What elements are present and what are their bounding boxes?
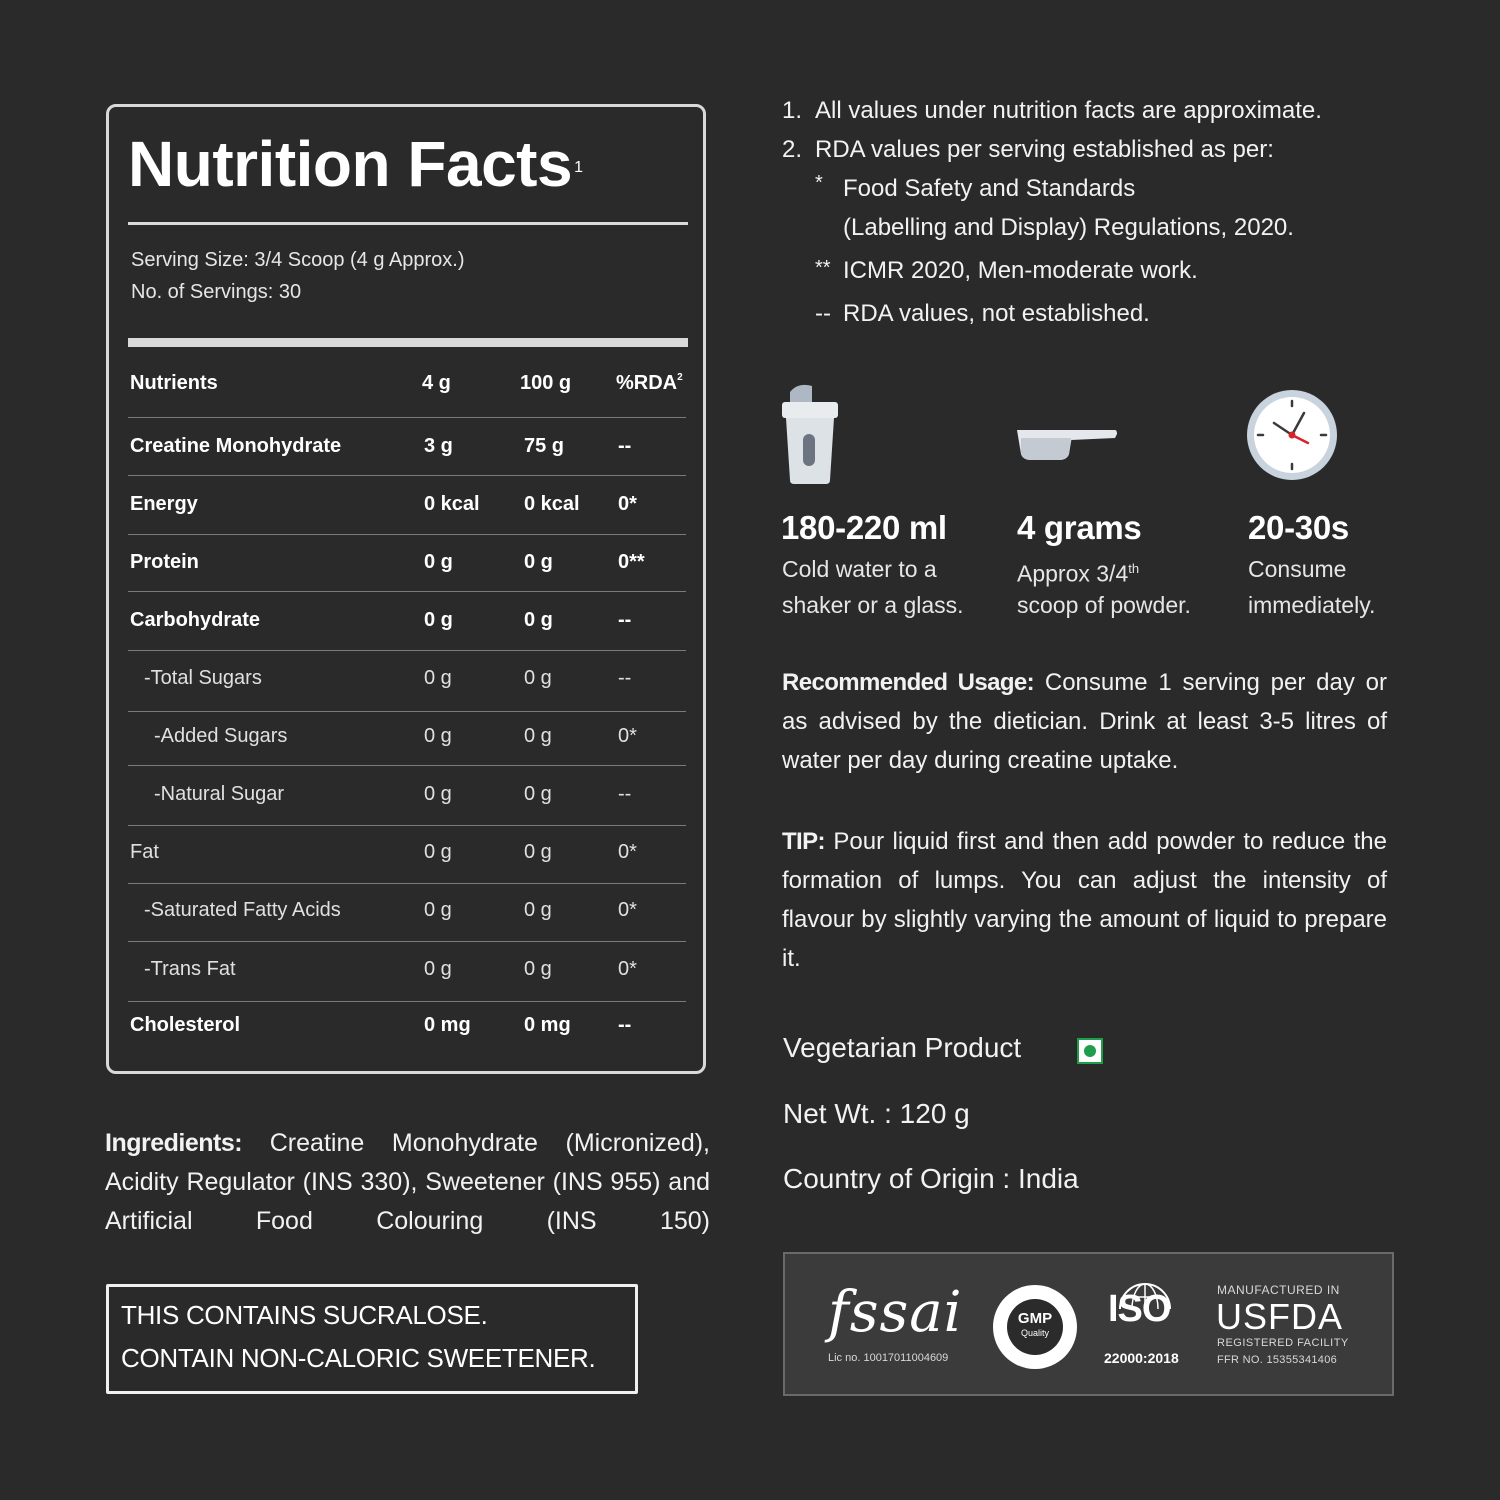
usfda-ffr-number: FFR NO. 15355341406 bbox=[1217, 1354, 1338, 1366]
value-rda: 0** bbox=[618, 551, 645, 573]
gmp-seal-center bbox=[1007, 1299, 1063, 1355]
veg-mark-icon bbox=[1077, 1038, 1103, 1064]
gmp-label: GMP bbox=[1017, 1310, 1053, 1327]
iso-logo: ISO bbox=[1108, 1288, 1171, 1330]
row-divider bbox=[128, 765, 686, 766]
header-rda: %RDA$^2$ bbox=[616, 372, 683, 394]
value-4g: 0 g bbox=[424, 551, 453, 573]
row-divider bbox=[128, 591, 686, 592]
value-4g: 0 kcal bbox=[424, 493, 480, 515]
nutrition-title: Nutrition Facts $^1$ bbox=[128, 128, 583, 200]
tip-text: TIP: Pour liquid first and then add powder to reduce the formation of lumps. You can adjust the intensity of flavour by slightly varying the amount of liquid to prepare it. bbox=[782, 828, 1387, 972]
header-100g: 100 g bbox=[520, 372, 572, 394]
iso-standard: 22000:2018 bbox=[1104, 1350, 1179, 1366]
nutrient-name: -Natural Sugar bbox=[154, 783, 285, 805]
recommended-usage: Recommended Usage: Consume 1 serving per day or as advised by the dietician. Drink at least 3-5 litres of water per day during creatine uptake. bbox=[782, 669, 1387, 774]
fssai-logo: fssai bbox=[828, 1280, 963, 1345]
value-4g: 0 g bbox=[424, 783, 452, 805]
value-100g: 75 g bbox=[524, 435, 565, 457]
water-amount: 180-220 ml bbox=[781, 509, 947, 546]
value-4g: 0 g bbox=[424, 667, 452, 689]
nutrient-name: Creatine Monohydrate bbox=[130, 435, 342, 457]
value-4g: 0 g bbox=[424, 958, 452, 980]
nutrient-name: -Saturated Fatty Acids bbox=[144, 899, 341, 921]
shaker-icon bbox=[778, 382, 842, 486]
row-divider bbox=[128, 711, 686, 712]
footnote-dash-mark: -- bbox=[815, 300, 831, 327]
header-4g: 4 g bbox=[422, 372, 451, 394]
value-rda: -- bbox=[618, 783, 632, 805]
value-rda: -- bbox=[618, 609, 632, 631]
time-line-2: immediately. bbox=[1248, 592, 1376, 618]
footnote-double-star: ICMR 2020, Men-moderate work. bbox=[843, 257, 1198, 284]
row-divider bbox=[128, 417, 686, 418]
title-divider bbox=[128, 222, 688, 225]
usfda-registered: REGISTERED FACILITY bbox=[1217, 1337, 1349, 1349]
value-4g: 0 g bbox=[424, 841, 452, 863]
value-100g: 0 kcal bbox=[524, 493, 580, 515]
usfda-manufactured-in: MANUFACTURED IN bbox=[1217, 1283, 1340, 1297]
usfda-logo: USFDA bbox=[1216, 1296, 1344, 1337]
usage-label: Recommended Usage: bbox=[782, 669, 1035, 696]
consume-time: 20-30s bbox=[1248, 509, 1349, 546]
scoop-icon bbox=[1015, 426, 1117, 462]
ingredients-label: Ingredients: bbox=[105, 1129, 243, 1157]
vegetarian-label: Vegetarian Product bbox=[783, 1032, 1022, 1063]
footnote-star-mark: * bbox=[815, 172, 823, 194]
nutrient-name: Carbohydrate bbox=[130, 609, 261, 631]
row-divider bbox=[128, 650, 686, 651]
footnote-dash: RDA values, not established. bbox=[843, 300, 1150, 327]
net-weight: Net Wt. : 120 g bbox=[783, 1098, 970, 1129]
value-100g: 0 g bbox=[524, 667, 552, 689]
header-nutrients: Nutrients bbox=[130, 372, 218, 394]
row-divider bbox=[128, 883, 686, 884]
fssai-license: Lic no. 10017011004609 bbox=[828, 1352, 949, 1364]
thick-divider bbox=[128, 338, 688, 347]
value-4g: 0 mg bbox=[424, 1014, 471, 1036]
footnote-star-line2: (Labelling and Display) Regulations, 2020. bbox=[843, 214, 1294, 241]
water-line-2: shaker or a glass. bbox=[782, 592, 964, 618]
value-rda: 0* bbox=[618, 725, 637, 747]
powder-line-1: Approx 3/4th bbox=[1017, 560, 1140, 587]
tip-label: TIP: bbox=[782, 828, 825, 855]
warning-line-1: THIS CONTAINS SUCRALOSE. bbox=[121, 1300, 488, 1330]
value-4g: 0 g bbox=[424, 609, 453, 631]
value-4g: 0 g bbox=[424, 899, 452, 921]
powder-amount: 4 grams bbox=[1017, 509, 1142, 546]
value-4g: 0 g bbox=[424, 725, 452, 747]
country-of-origin: Country of Origin : India bbox=[783, 1163, 1079, 1194]
value-rda: 0* bbox=[618, 841, 637, 863]
value-100g: 0 g bbox=[524, 725, 552, 747]
row-divider bbox=[128, 475, 686, 476]
value-100g: 0 g bbox=[524, 609, 553, 631]
row-divider bbox=[128, 825, 686, 826]
nutrient-name: -Added Sugars bbox=[154, 725, 288, 747]
footnote-2-number: 2. bbox=[782, 136, 803, 163]
value-100g: 0 g bbox=[524, 899, 552, 921]
nutrient-name: Energy bbox=[130, 493, 198, 515]
row-divider bbox=[128, 1001, 686, 1002]
row-divider bbox=[128, 534, 686, 535]
value-rda: 0* bbox=[618, 493, 637, 515]
value-rda: 0* bbox=[618, 899, 637, 921]
nutrient-name: Fat bbox=[130, 841, 159, 863]
value-100g: 0 g bbox=[524, 841, 552, 863]
row-divider bbox=[128, 941, 686, 942]
value-100g: 0 g bbox=[524, 958, 552, 980]
value-4g: 3 g bbox=[424, 435, 453, 457]
footnote-double-star-mark: ** bbox=[815, 257, 831, 279]
value-rda: -- bbox=[618, 1014, 632, 1036]
warning-line-2: CONTAIN NON-CALORIC SWEETENER. bbox=[121, 1343, 596, 1373]
clock-icon bbox=[1246, 389, 1338, 481]
footnote-1-number: 1. bbox=[782, 97, 803, 124]
footnote-star-line1: Food Safety and Standards bbox=[843, 175, 1136, 202]
value-rda: -- bbox=[618, 667, 632, 689]
nutrient-name: -Total Sugars bbox=[144, 667, 262, 689]
title-footnote-mark: 1 bbox=[574, 159, 583, 176]
serving-size: Serving Size: 3/4 Scoop (4 g Approx.) bbox=[131, 249, 465, 271]
powder-line-2: scoop of powder. bbox=[1017, 592, 1191, 618]
ingredients-text: Ingredients: Creatine Monohydrate (Micronized), Acidity Regulator (INS 330), Sweetener (INS 955) and Artificial Food Colouring (INS 150) bbox=[105, 1129, 710, 1235]
nutrient-name: -Trans Fat bbox=[144, 958, 236, 980]
value-rda: -- bbox=[618, 435, 632, 457]
footnote-2: RDA values per serving established as per: bbox=[815, 136, 1274, 163]
value-100g: 0 g bbox=[524, 551, 553, 573]
value-rda: 0* bbox=[618, 958, 637, 980]
value-100g: 0 g bbox=[524, 783, 552, 805]
footnote-1: All values under nutrition facts are approximate. bbox=[815, 97, 1322, 124]
nutrient-name: Cholesterol bbox=[130, 1014, 241, 1036]
time-line-1: Consume bbox=[1248, 556, 1347, 582]
value-100g: 0 mg bbox=[524, 1014, 571, 1036]
gmp-quality: Quality bbox=[1020, 1328, 1049, 1338]
water-line-1: Cold water to a bbox=[782, 556, 937, 582]
servings-count: No. of Servings: 30 bbox=[131, 281, 302, 303]
nutrient-name: Protein bbox=[130, 551, 199, 573]
